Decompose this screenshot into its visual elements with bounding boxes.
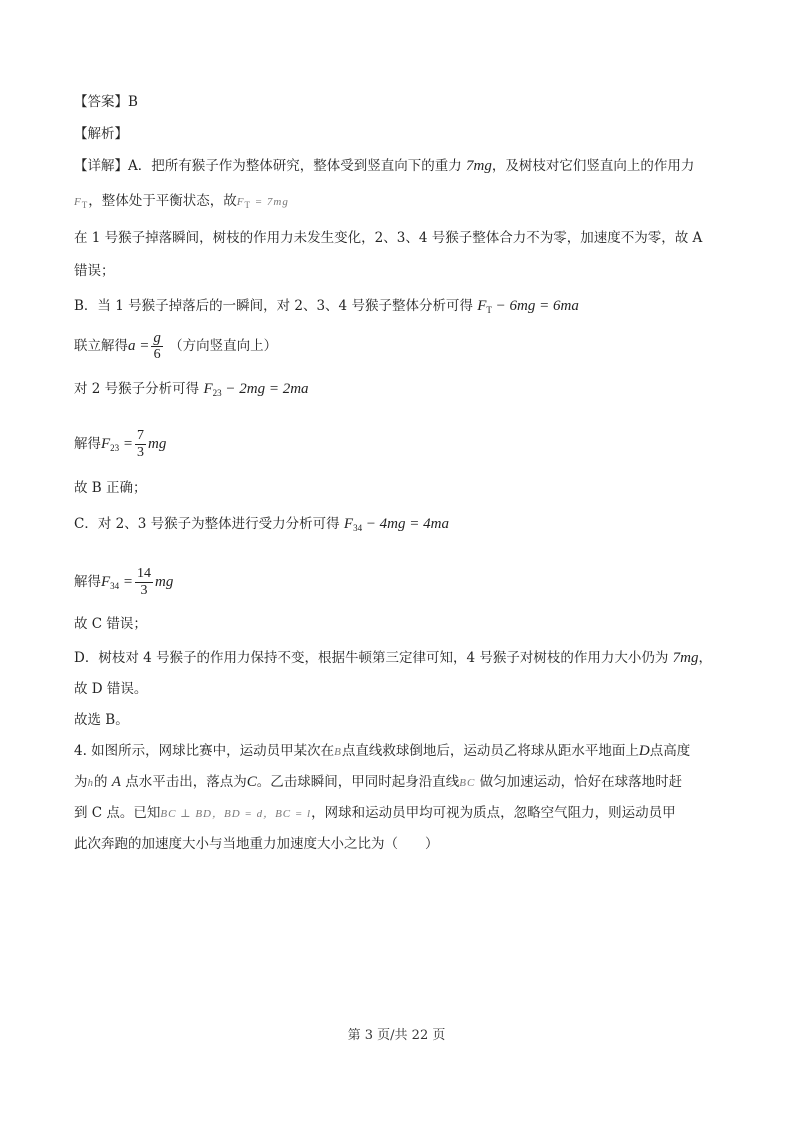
fraction-7-over-3: $\frac{7}{3}$ <box>137 428 145 460</box>
fraction-g-over-6: $\frac{g}{6}$ <box>153 330 161 362</box>
equation-b2: $F_{23} - 2mg = 2ma$ <box>203 381 309 398</box>
page-footer: 第 3 页/共 22 页 <box>347 1028 446 1043</box>
question-4-line-4: 此次奔跑的加速度大小与当地重力加速度大小之比为（ ） <box>74 836 439 852</box>
option-b-line-4: 解得$F_{23}$ = $\frac{7}{3}$ mg <box>74 428 167 460</box>
answer-value: B <box>128 94 138 110</box>
option-c-line-2: 解得$F_{34}$ = $\frac{14}{3}$ mg <box>74 566 174 598</box>
question-4-line-1: 4. 如图所示，网球比赛中，运动员甲某次在B点直线救球倒地后，运动员乙将球从距水平地面上D点高度 <box>74 743 691 759</box>
ft-symbol: $F_T$ <box>74 196 89 210</box>
option-a-line-3: 在 1 号猴子掉落瞬间，树枝的作用力未发生变化，2、3、4 号猴子整体合力不为零，加速度不为零，故 A <box>74 230 703 246</box>
question-4-line-3: 到 C 点。已知BC ⊥ BD，BD = d，BC = l，网球和运动员甲均可视为质点，忽略空气阻力，则运动员甲 <box>74 805 676 821</box>
option-b-line-2: 联立解得a = $\frac{g}{6}$ （方向竖直向上） <box>74 330 278 362</box>
equation-b1: $F_T - 6mg = 6ma$ <box>477 298 579 315</box>
analysis-heading: 【解析】 <box>74 126 128 142</box>
option-a-line-4: 错误； <box>74 263 115 279</box>
ft-equation: $F_T = 7mg$ <box>236 196 289 210</box>
detail-tag: 【详解】 <box>74 158 128 174</box>
question-4-line-2: 为h的 A 点水平击出，落点为C。乙击球瞬间，甲同时起身沿直线BC 做匀加速运动，恰好在球落地时赶 <box>74 774 683 790</box>
option-c-line-1: C．对 2、3 号猴子为整体进行受力分析可得 $F_{34} - 4mg = 4ma$ <box>74 516 449 533</box>
option-b-line-1: B．当 1 号猴子掉落后的一瞬间，对 2、3、4 号猴子整体分析可得 $F_T - 6mg = 6ma$ <box>74 298 579 315</box>
option-d-line-1: D．树枝对 4 号猴子的作用力保持不变，根据牛顿第三定律可知，4 号猴子对树枝的作用力大小仍为 7mg， <box>74 650 713 666</box>
option-c-conclusion: 故 C 错误； <box>74 616 147 632</box>
option-b-line-3: 对 2 号猴子分析可得 $F_{23} - 2mg = 2ma$ <box>74 381 309 398</box>
option-a-line-2: $F_T$，整体处于平衡状态，故$F_T = 7mg$ <box>74 193 289 210</box>
option-d-line-2: 故 D 错误。 <box>74 681 148 697</box>
option-a-line-1: 【详解】A．把所有猴子作为整体研究，整体受到竖直向下的重力 7mg，及树枝对它们竖直向上的作用力 <box>74 158 695 174</box>
answer-tag: 【答案】 <box>74 94 128 110</box>
fraction-14-over-3: $\frac{14}{3}$ <box>137 566 152 598</box>
equation-c1: $F_{34} - 4mg = 4ma$ <box>343 516 449 533</box>
answer-line <box>74 92 138 112</box>
option-b-conclusion: 故 B 正确； <box>74 480 147 496</box>
choose-line: 故选 B。 <box>74 712 129 728</box>
